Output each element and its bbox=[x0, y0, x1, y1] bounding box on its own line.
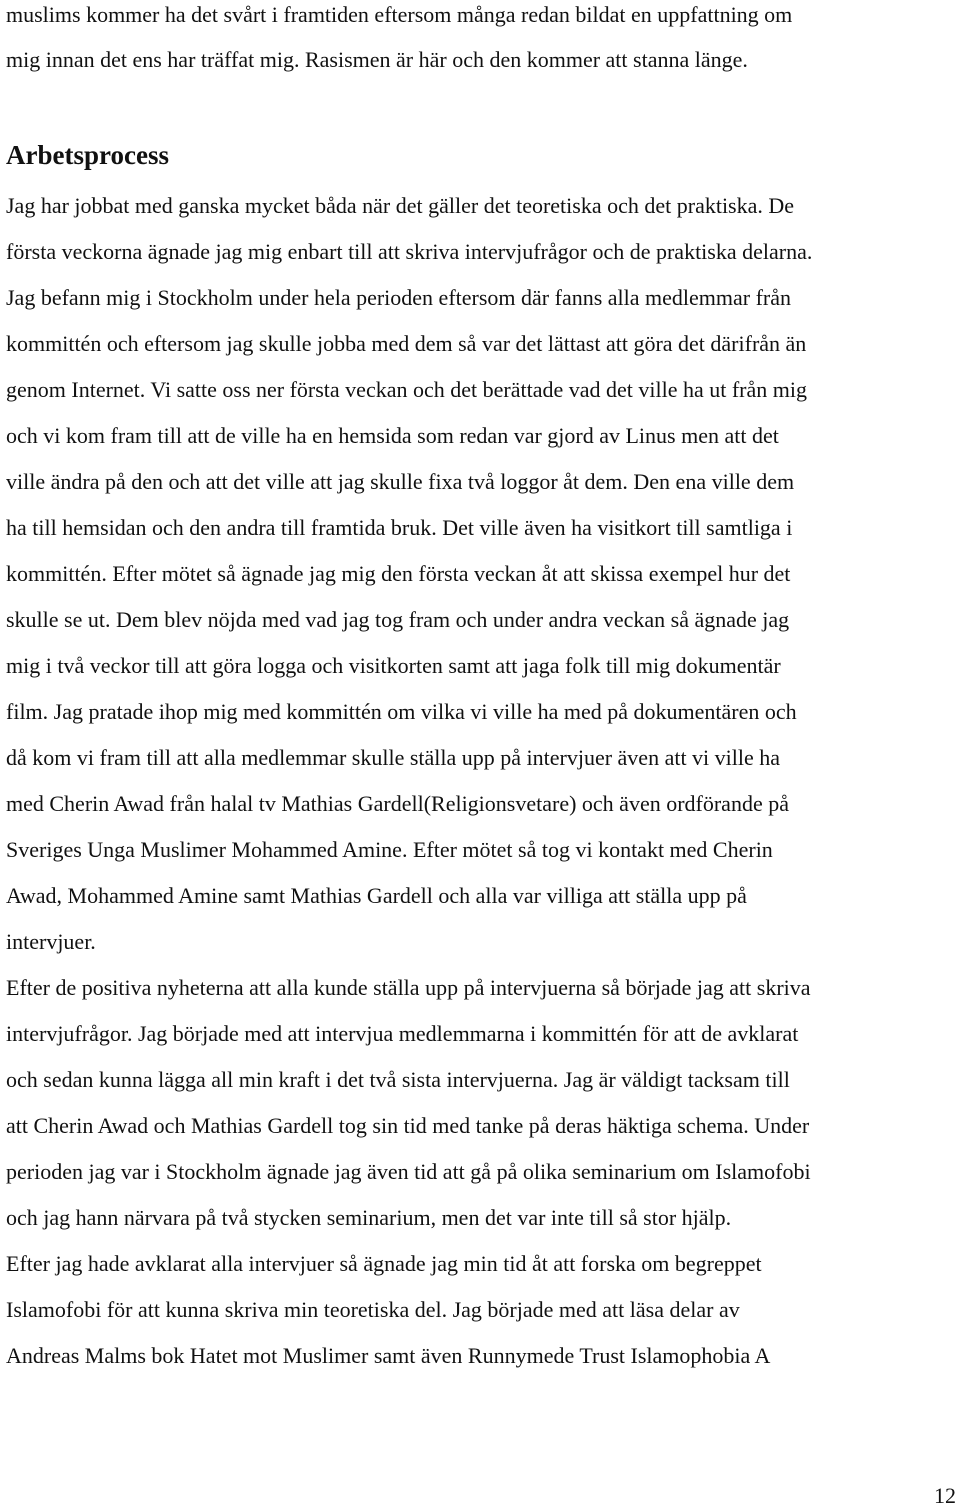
body-line-11: mig i två veckor till att göra logga och visitkorten samt att jaga folk till mig dokumentär bbox=[6, 653, 781, 678]
body-line-17: intervjuer. bbox=[6, 929, 96, 954]
body-line-7: ville ändra på den och att det ville att jag skulle fixa två loggor åt dem. Den ena ville dem bbox=[6, 469, 795, 494]
body-line-19: intervjufrågor. Jag började med att intervjua medlemmarna i kommittén för att de avklarat bbox=[6, 1021, 799, 1046]
body-line-13: då kom vi fram till att alla medlemmar skulle ställa upp på intervjuer även att vi ville ha bbox=[6, 745, 781, 770]
body-line-1: Jag har jobbat med ganska mycket båda när det gäller det teoretiska och det praktiska. De bbox=[6, 193, 795, 218]
body-line-2: första veckorna ägnade jag mig enbart till att skriva intervjufrågor och de praktiska delarna. bbox=[6, 239, 813, 264]
body-line-23: och jag hann närvara på två stycken seminarium, men det var inte till så stor hjälp. bbox=[6, 1205, 732, 1230]
body-line-12: film. Jag pratade ihop mig med kommittén om vilka vi ville ha med på dokumentären och bbox=[6, 699, 797, 724]
body-line-22: perioden jag var i Stockholm ägnade jag även tid att gå på olika seminarium om Islamofobi bbox=[6, 1159, 811, 1184]
body-line-24: Efter jag hade avklarat alla intervjuer så ägnade jag min tid åt att forska om begreppet bbox=[6, 1251, 762, 1276]
body-line-8: ha till hemsidan och den andra till framtida bruk. Det ville även ha visitkort till samtliga i bbox=[6, 515, 793, 540]
page-number: 12 bbox=[934, 1483, 956, 1508]
body-line-20: och sedan kunna lägga all min kraft i det två sista intervjuerna. Jag är väldigt tacksam till bbox=[6, 1067, 790, 1092]
body-line-18: Efter de positiva nyheterna att alla kunde ställa upp på intervjuerna så började jag att skriva bbox=[6, 975, 811, 1000]
body-line-25: Islamofobi för att kunna skriva min teoretiska del. Jag började med att läsa delar av bbox=[6, 1297, 740, 1322]
body-line-4: kommittén och eftersom jag skulle jobba med dem så var det lättast att göra det därifrån än bbox=[6, 331, 807, 356]
body-line-16: Awad, Mohammed Amine samt Mathias Gardell och alla var villiga att ställa upp på bbox=[6, 883, 747, 908]
body-line-21: att Cherin Awad och Mathias Gardell tog sin tid med tanke på deras häktiga schema. Under bbox=[6, 1113, 810, 1138]
intro-line-1: muslims kommer ha det svårt i framtiden eftersom många redan bildat en uppfattning om bbox=[6, 2, 793, 27]
body-line-5: genom Internet. Vi satte oss ner första veckan och det berättade vad det ville ha ut från mig bbox=[6, 377, 807, 402]
body-line-15: Sveriges Unga Muslimer Mohammed Amine. Efter mötet så tog vi kontakt med Cherin bbox=[6, 837, 773, 862]
body-line-3: Jag befann mig i Stockholm under hela perioden eftersom där fanns alla medlemmar från bbox=[6, 285, 792, 310]
body-line-6: och vi kom fram till att de ville ha en hemsida som redan var gjord av Linus men att det bbox=[6, 423, 779, 448]
body-line-26: Andreas Malms bok Hatet mot Muslimer samt även Runnymede Trust Islamophobia A bbox=[6, 1343, 771, 1368]
body-line-9: kommittén. Efter mötet så ägnade jag mig den första veckan åt att skissa exempel hur det bbox=[6, 561, 791, 586]
body-line-14: med Cherin Awad från halal tv Mathias Gardell(Religionsvetare) och även ordförande på bbox=[6, 791, 789, 816]
section-heading: Arbetsprocess bbox=[6, 140, 169, 170]
body-line-10: skulle se ut. Dem blev nöjda med vad jag tog fram och under andra veckan så ägnade jag bbox=[6, 607, 790, 632]
intro-line-2: mig innan det ens har träffat mig. Rasismen är här och den kommer att stanna länge. bbox=[6, 47, 748, 72]
